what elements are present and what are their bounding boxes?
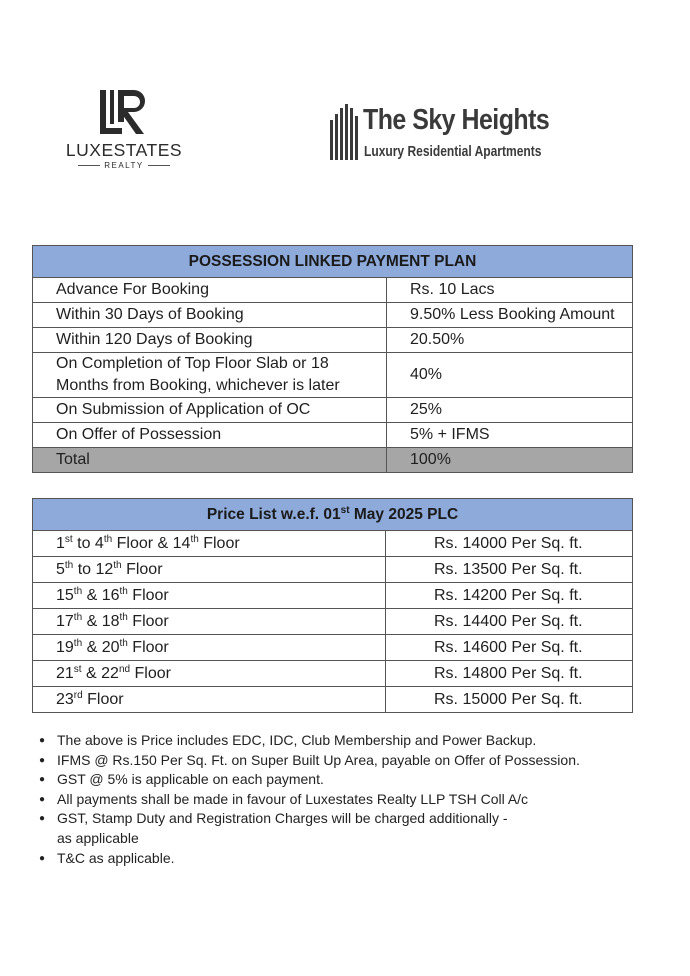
payment-plan-table	[32, 245, 633, 473]
table-row	[33, 398, 633, 423]
total-label: Total	[33, 448, 387, 473]
list-item: ● The above is Price includes EDC, IDC, Club Membership and Power Backup.	[36, 731, 636, 751]
floor-cell: 17th & 18th Floor	[33, 609, 386, 635]
bullet-icon: ●	[39, 813, 46, 825]
price-cell: Rs. 14000 Per Sq. ft.	[386, 531, 633, 557]
stage-cell: Within 120 Days of Booking	[33, 328, 387, 353]
payment-plan-title: POSSESSION LINKED PAYMENT PLAN	[33, 246, 633, 278]
bullet-icon: ●	[39, 852, 46, 864]
table-row	[33, 635, 633, 661]
table-row	[33, 687, 633, 713]
table-row	[33, 423, 633, 448]
lr-monogram-icon	[94, 88, 154, 138]
amount-cell: 20.50%	[387, 328, 633, 353]
bullet-icon: ●	[39, 793, 46, 805]
table-row	[33, 583, 633, 609]
total-amount: 100%	[387, 448, 633, 473]
table-row	[33, 353, 633, 398]
floor-cell: 15th & 16th Floor	[33, 583, 386, 609]
amount-cell: 5% + IFMS	[387, 423, 633, 448]
sky-heights-name: The Sky Heights	[363, 104, 550, 136]
floor-cell: 5th to 12th Floor	[33, 557, 386, 583]
table-row	[33, 531, 633, 557]
table-row	[33, 557, 633, 583]
luxestates-subtitle: REALTY	[62, 161, 186, 170]
table-row	[33, 609, 633, 635]
floor-cell: 1st to 4th Floor & 14th Floor	[33, 531, 386, 557]
table-row	[33, 278, 633, 303]
stage-cell: Advance For Booking	[33, 278, 387, 303]
stage-cell: Within 30 Days of Booking	[33, 303, 387, 328]
amount-cell: 9.50% Less Booking Amount	[387, 303, 633, 328]
luxestates-logo	[62, 88, 186, 174]
amount-cell: Rs. 10 Lacs	[387, 278, 633, 303]
table-row	[33, 303, 633, 328]
stage-cell: On Offer of Possession	[33, 423, 387, 448]
price-cell: Rs. 13500 Per Sq. ft.	[386, 557, 633, 583]
sky-heights-tagline: Luxury Residential Apartments	[364, 144, 542, 160]
sky-heights-logo	[330, 104, 560, 164]
price-cell: Rs. 14800 Per Sq. ft.	[386, 661, 633, 687]
table-row	[33, 661, 633, 687]
amount-cell: 40%	[387, 353, 633, 398]
list-item: ● T&C as applicable.	[36, 849, 636, 869]
price-cell: Rs. 14600 Per Sq. ft.	[386, 635, 633, 661]
stage-line-1: On Completion of Top Floor Slab or 18	[56, 355, 329, 372]
building-bars-icon	[330, 104, 360, 160]
price-cell: Rs. 14200 Per Sq. ft.	[386, 583, 633, 609]
stage-line-2: Months from Booking, whichever is later	[56, 377, 340, 394]
total-row	[33, 448, 633, 473]
bullet-icon: ●	[39, 774, 46, 786]
terms-notes	[36, 731, 636, 868]
price-list-title: Price List w.e.f. 01st May 2025 PLC	[33, 499, 633, 531]
price-cell: Rs. 14400 Per Sq. ft.	[386, 609, 633, 635]
floor-cell: 23rd Floor	[33, 687, 386, 713]
list-item: ● GST, Stamp Duty and Registration Charges will be charged additionally - as applicable	[39, 810, 508, 846]
table-row	[33, 328, 633, 353]
stage-cell: On Submission of Application of OC	[33, 398, 387, 423]
bullet-icon: ●	[39, 735, 46, 746]
bullet-icon: ●	[39, 754, 46, 766]
luxestates-brand: LUXESTATES	[65, 140, 183, 160]
list-item: ● All payments shall be made in favour of Luxestates Realty LLP TSH Coll A/c	[36, 790, 636, 810]
floor-cell: 21st & 22nd Floor	[33, 661, 386, 687]
floor-cell: 19th & 20th Floor	[33, 635, 386, 661]
list-item: ● GST @ 5% is applicable on each payment.	[36, 770, 636, 790]
price-cell: Rs. 15000 Per Sq. ft.	[386, 687, 633, 713]
price-list-table	[32, 498, 633, 713]
stage-cell	[33, 353, 387, 398]
list-item: ● IFMS @ Rs.150 Per Sq. Ft. on Super Built Up Area, payable on Offer of Possession.	[36, 751, 636, 771]
amount-cell: 25%	[387, 398, 633, 423]
